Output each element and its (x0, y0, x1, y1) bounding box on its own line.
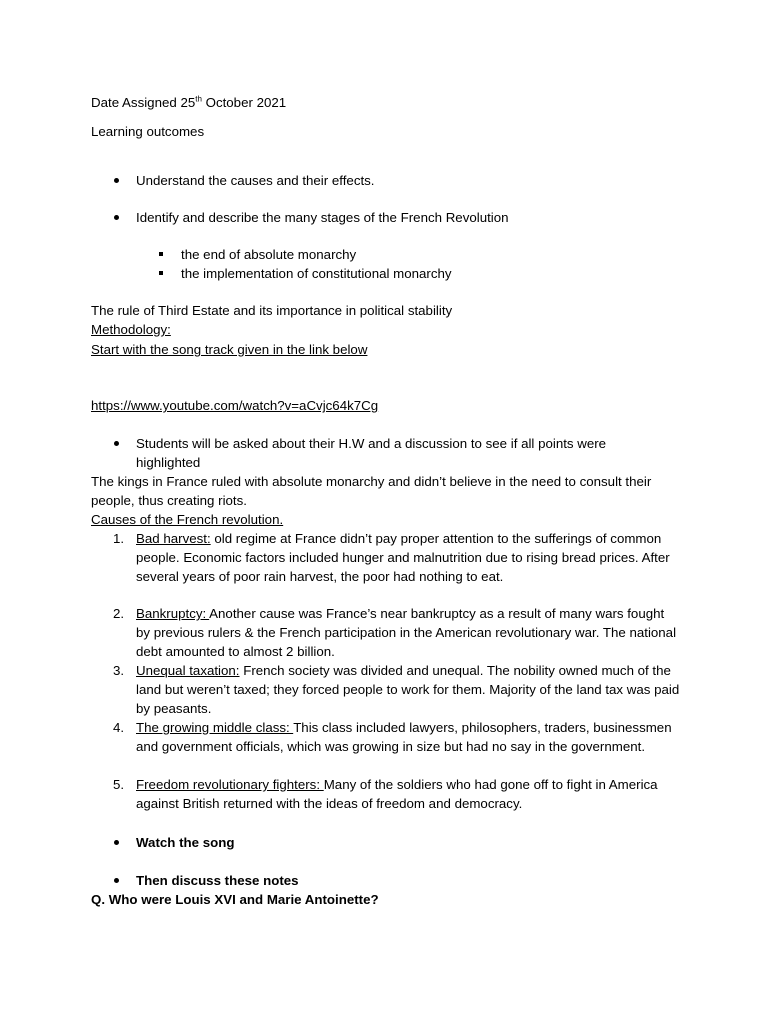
cause-item (91, 529, 681, 586)
square-bullet-icon (159, 271, 163, 275)
cause-number: 3. (113, 663, 125, 678)
cause-text (136, 661, 681, 718)
sub-outcome-text: the end of absolute monarchy (181, 247, 357, 262)
sub-outcome-text: the implementation of constitutional monarchy (181, 266, 452, 281)
date-assigned (91, 93, 691, 112)
cause-text (136, 718, 681, 756)
cause-text (136, 529, 681, 586)
sub-outcome-item (91, 264, 681, 283)
cause-item (91, 661, 681, 718)
bullet-icon (114, 441, 119, 446)
question-line: Q. Who were Louis XVI and Marie Antoinette? (91, 892, 379, 907)
third-estate-line: The rule of Third Estate and its importance in political stability (91, 303, 453, 318)
cause-text (136, 775, 681, 813)
cause-body: French society was divided and unequal. The nobility owned much of the land but weren’t taxed; they forced people to work for them. Majority of the land tax was paid by peasants. (136, 663, 680, 716)
kings-paragraph: The kings in France ruled with absolute monarchy and didn’t believe in the need to consult their people, thus creating riots. (91, 474, 652, 508)
square-bullet-icon (159, 252, 163, 256)
methodology-heading: Methodology: (91, 322, 171, 337)
watch-song-item (91, 833, 681, 852)
bullet-icon (114, 878, 119, 883)
date-superscript: th (195, 94, 202, 104)
students-note-item (91, 434, 681, 472)
cause-body: This class included lawyers, philosophers, traders, businessmen and government officials, which was growing in size but had no say in the government. (136, 720, 672, 754)
outcome-item (91, 208, 681, 227)
cause-text (136, 604, 681, 661)
cause-number: 1. (113, 531, 125, 546)
start-song-line: Start with the song track given in the link below (91, 342, 368, 357)
cause-number: 5. (113, 777, 125, 792)
bullet-icon (114, 840, 119, 845)
learning-outcomes-heading: Learning outcomes (91, 124, 205, 139)
cause-body: Many of the soldiers who had gone off to fight in America against British returned with the ideas of freedom and democracy. (136, 777, 658, 811)
cause-item (91, 718, 681, 756)
cause-body: old regime at France didn’t pay proper attention to the sufferings of common people. Economic factors included hunger and malnutrition due to rising bread prices. After several years of poor rain harvest, the poor had nothing to eat. (136, 531, 670, 584)
discuss-notes-item (91, 871, 681, 890)
outcome-text: Understand the causes and their effects. (136, 173, 375, 188)
cause-item (91, 604, 681, 661)
cause-title: Bad harvest: (136, 531, 211, 546)
watch-song-text: Watch the song (136, 835, 235, 850)
cause-title: The growing middle class: (136, 720, 294, 735)
cause-body: Another cause was France’s near bankruptcy as a result of many wars fought by previous rulers & the French participation in the American revolutionary war. The national debt amounted to almost 2 billion. (136, 606, 677, 659)
date-suffix: October 2021 (201, 95, 287, 110)
cause-title: Unequal taxation: (136, 663, 240, 678)
cause-number: 4. (113, 720, 125, 735)
sub-outcome-item (91, 245, 681, 264)
outcome-item (91, 171, 681, 190)
students-note-text: Students will be asked about their H.W and a discussion to see if all points were highlighted (136, 436, 607, 470)
cause-title: Bankruptcy: (136, 606, 210, 621)
discuss-notes-text: Then discuss these notes (136, 873, 299, 888)
outcome-text: Identify and describe the many stages of the French Revolution (136, 210, 509, 225)
bullet-icon (114, 178, 119, 183)
cause-title: Freedom revolutionary fighters: (136, 777, 324, 792)
bullet-icon (114, 215, 119, 220)
date-prefix: Date Assigned 25 (91, 95, 196, 110)
cause-number: 2. (113, 606, 125, 621)
youtube-link[interactable]: https://www.youtube.com/watch?v=aCvjc64k7Cg (91, 398, 379, 413)
cause-item (91, 775, 681, 813)
causes-heading: Causes of the French revolution. (91, 512, 284, 527)
